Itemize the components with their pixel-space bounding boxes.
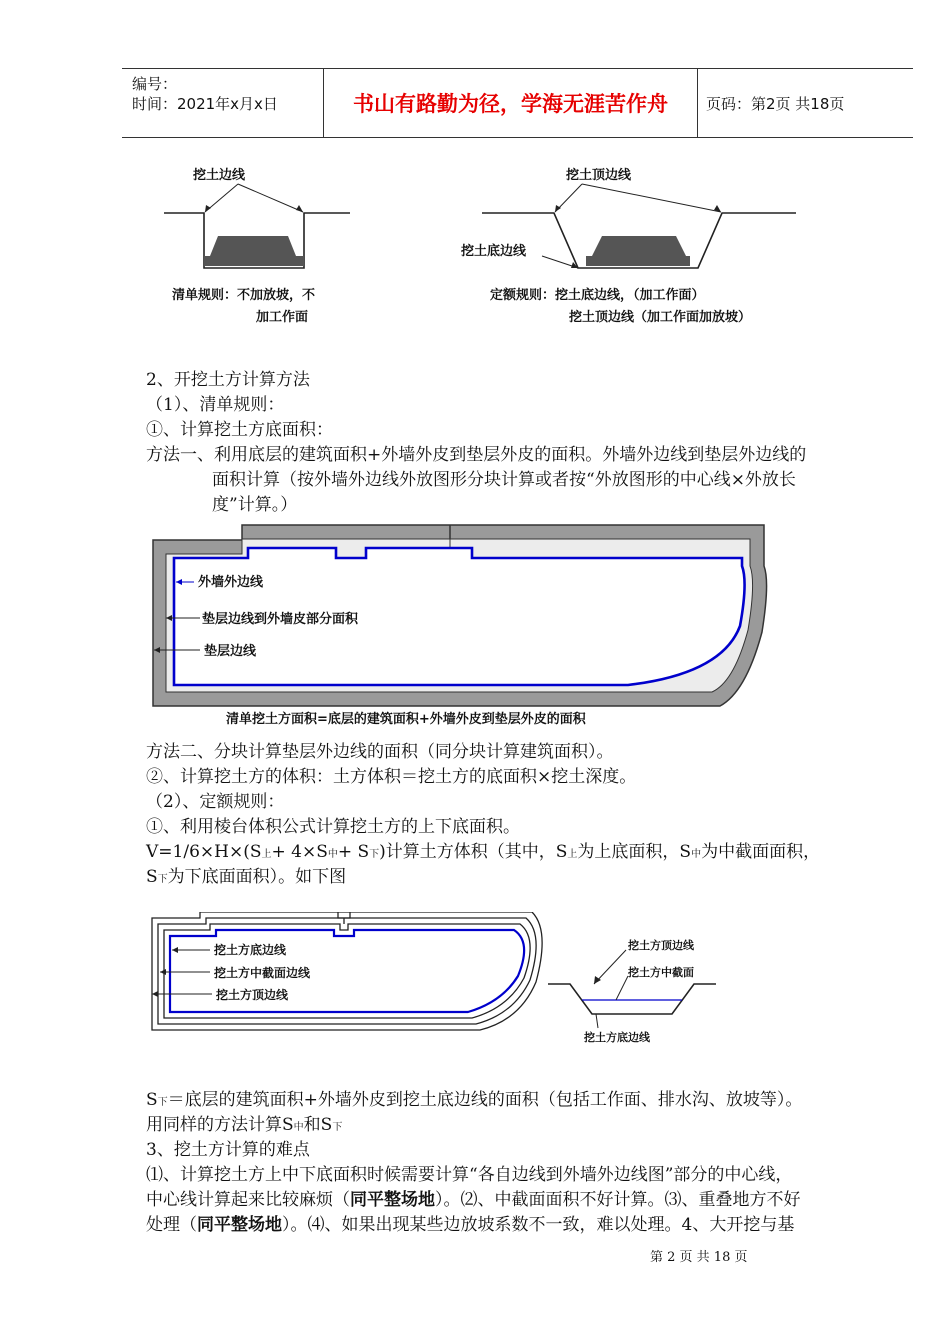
para-s-bottom: S下＝底层的建筑面积+外墙外皮到挖土底边线的面积（包括工作面、排水沟、放坡等）。 bbox=[146, 1090, 803, 1110]
page-label: 页码：第2页 共18页 bbox=[706, 94, 845, 113]
fig2-label-cushion-area: 垫层边线到外墙皮部分面积 bbox=[202, 612, 359, 627]
para-diff-3: 处理（同平整场地）。⑷、如果出现某些边放坡系数不一致，难以处理。4、大开挖与基 bbox=[146, 1215, 795, 1235]
fig1-right-bottom-label: 挖土底边线 bbox=[461, 244, 527, 259]
fig2-label-outer-wall: 外墙外边线 bbox=[198, 575, 264, 590]
para-2: 2、开挖土方计算方法 bbox=[146, 370, 310, 390]
para-method1: 方法一、利用底层的建筑面积+外墙外皮到垫层外皮的面积。外墙外边线到垫层外边线的 bbox=[146, 445, 807, 465]
para-list-rule: （1）、清单规则： bbox=[146, 395, 285, 415]
footer-page-number: 第 2 页 共 18 页 bbox=[650, 1250, 748, 1265]
para-diff-1: ⑴、计算挖土方上中下底面积时候需要计算“各自边线到外墙外边线图”部分的中心线， bbox=[146, 1165, 793, 1185]
fig2-label-cushion-line: 垫层边线 bbox=[204, 644, 257, 659]
para-method1-cont: 面积计算（按外墙外边线外放图形分块计算或者按“外放图形的中心线×外放长 bbox=[212, 470, 796, 490]
para-formula: V=1/6×H×(S上+ 4×S中+ S下)计算土方体积（其中，S上为上底面积，S中为中截面面积， bbox=[146, 842, 821, 862]
para-same-method: 用同样的方法计算S中和S下 bbox=[146, 1115, 343, 1135]
fig1-right-caption-2: 挖土顶边线（加工作面加放坡） bbox=[569, 310, 752, 325]
fig3-section-bottom: 挖土方底边线 bbox=[584, 1031, 650, 1044]
fig2-caption: 清单挖土方面积=底层的建筑面积+外墙外皮到垫层外皮的面积 bbox=[226, 712, 586, 727]
para-method2: 方法二、分块计算垫层外边线的面积（同分块计算建筑面积）。 bbox=[146, 742, 614, 762]
header-left-cell bbox=[122, 69, 323, 137]
fig1-left-caption-2: 加工作面 bbox=[256, 310, 309, 325]
para-difficulties: 3、挖土方计算的难点 bbox=[146, 1140, 310, 1160]
para-formula-cont: S下为下底面面积）。如下图 bbox=[146, 867, 347, 887]
motto: 书山有路勤为径，学海无涯苦作舟 bbox=[323, 69, 698, 137]
para-area: ①、计算挖土方底面积： bbox=[146, 420, 333, 440]
fig3-label-bottom-line: 挖土方底边线 bbox=[214, 943, 287, 957]
fig1-left-title: 挖土边线 bbox=[193, 168, 246, 183]
para-volume: ②、计算挖土方的体积：土方体积＝挖土方的底面积×挖土深度。 bbox=[146, 767, 637, 787]
fig1-right-top-label: 挖土顶边线 bbox=[566, 168, 632, 183]
fig3-label-mid-line: 挖土方中截面边线 bbox=[214, 966, 311, 980]
fig1-right-caption-1: 定额规则：挖土底边线，（加工作面） bbox=[490, 288, 705, 303]
time-label: 时间：2021年x月x日 bbox=[132, 95, 278, 113]
para-diff-2: 中心线计算起来比较麻烦（同平整场地）。⑵、中截面面积不好计算。⑶、重叠地方不好 bbox=[146, 1190, 801, 1210]
para-quota-rule: （2）、定额规则： bbox=[146, 792, 285, 812]
fig1-left-caption-1: 清单规则：不加放坡，不 bbox=[172, 288, 316, 303]
document-header bbox=[122, 68, 913, 138]
fig3-section-top: 挖土方顶边线 bbox=[628, 939, 694, 952]
number-label: 编号： bbox=[132, 75, 178, 93]
fig3-label-top-line: 挖土方顶边线 bbox=[216, 988, 289, 1002]
para-prismoid: ①、利用棱台体积公式计算挖土方的上下底面积。 bbox=[146, 817, 520, 837]
para-method1-end: 度”计算。） bbox=[212, 495, 298, 515]
fig3-section-mid: 挖土方中截面 bbox=[628, 966, 694, 979]
